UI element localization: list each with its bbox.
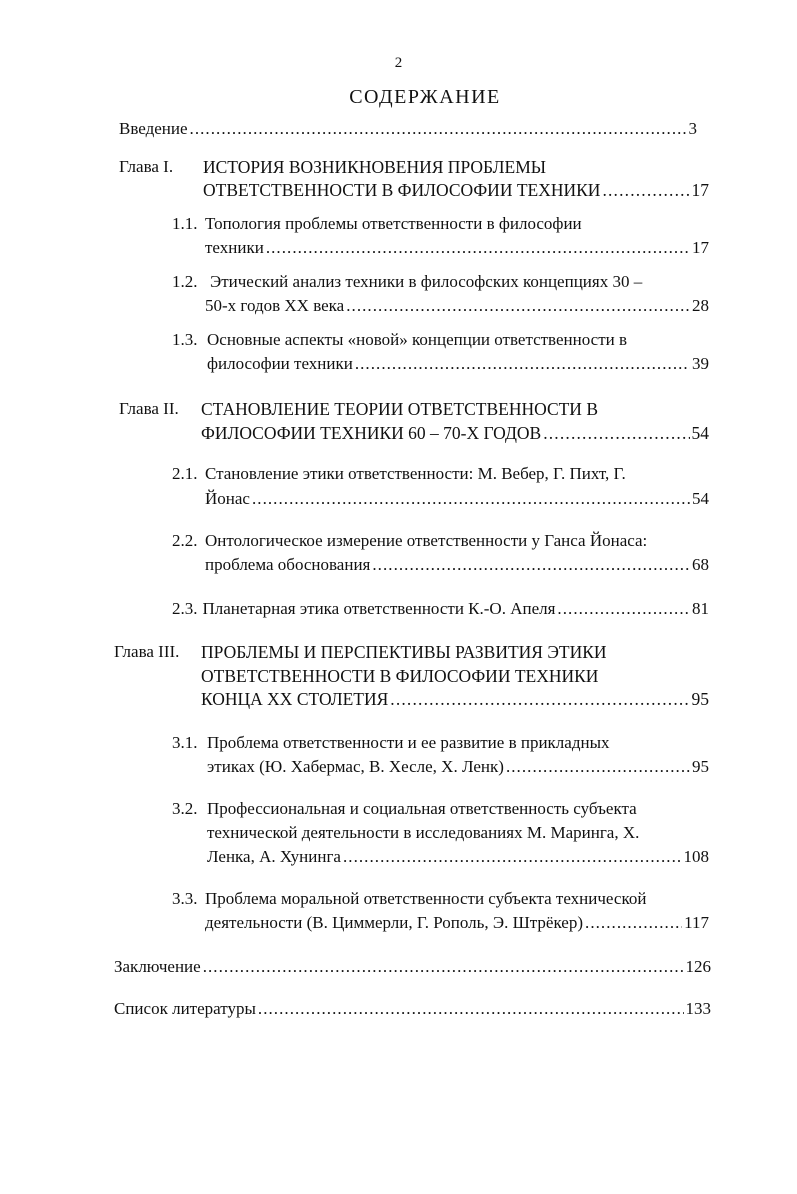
toc-page-number: 68 (692, 555, 709, 574)
toc-section-3-2-last[interactable] (207, 845, 709, 869)
toc-section-3-2[interactable] (172, 797, 709, 821)
section-title-line: Проблема ответственности и ее развитие в прикладных (207, 733, 610, 752)
dot-leader (585, 911, 682, 935)
toc-chapter-1[interactable] (119, 155, 709, 179)
toc-section-3-3-last[interactable] (205, 911, 709, 935)
toc-page-number: 95 (692, 757, 709, 776)
toc-page-number: 133 (685, 999, 711, 1018)
section-number: 3.1. (172, 733, 198, 752)
dot-leader (390, 687, 689, 711)
toc-chapter-3-line-2[interactable] (201, 664, 709, 688)
page-title: СОДЕРЖАНИЕ (349, 86, 501, 108)
toc-section-1-2-last[interactable] (205, 294, 709, 318)
toc-chapter-2[interactable] (119, 397, 709, 421)
dot-leader (190, 117, 687, 141)
dot-leader (372, 553, 690, 577)
toc-section-2-3[interactable] (172, 597, 709, 621)
section-title-line: Профессиональная и социальная ответственность субъекта (207, 799, 637, 818)
toc-page-number: 117 (684, 913, 709, 932)
toc-page-number: 17 (691, 180, 709, 200)
toc-entry-text: Заключение (114, 957, 201, 976)
chapter-label: Глава III. (114, 642, 180, 661)
chapter-title-line: ИСТОРИЯ ВОЗНИКНОВЕНИЯ ПРОБЛЕМЫ (203, 157, 547, 177)
toc-page-number: 54 (692, 489, 709, 508)
toc-section-1-3-last[interactable] (207, 352, 709, 376)
toc-section-2-2-last[interactable] (205, 553, 709, 577)
section-title-line: Ленка, А. Хунинга (207, 847, 341, 866)
toc-page-number: 39 (692, 354, 709, 373)
dot-leader (506, 755, 690, 779)
dot-leader (355, 352, 690, 376)
toc-page-number: 81 (692, 599, 709, 618)
toc-page-number: 108 (683, 847, 709, 866)
toc-page-number: 126 (685, 957, 711, 976)
toc-entry-intro[interactable] (119, 117, 697, 141)
toc-chapter-3[interactable] (114, 640, 709, 664)
toc-section-2-1[interactable] (172, 462, 709, 486)
section-number: 3.3. (172, 889, 198, 908)
dot-leader (203, 955, 684, 979)
section-title-line: техники (205, 238, 264, 257)
section-title-line: Онтологическое измерение ответственности у Ганса Йонаса: (205, 531, 648, 550)
chapter-label: Глава II. (119, 399, 179, 418)
toc-section-1-1[interactable] (172, 212, 709, 236)
toc-chapter-3-last[interactable] (201, 687, 709, 711)
toc-entry-text: Введение (119, 119, 188, 138)
toc-section-1-1-last[interactable] (205, 236, 709, 260)
section-title-line: деятельности (В. Циммерли, Г. Рополь, Э. Штрёкер) (205, 913, 584, 932)
toc-entry-conclusion[interactable] (114, 955, 711, 979)
page-number: 2 (394, 55, 403, 71)
section-number: 1.2. (172, 272, 198, 291)
section-title-line: Йонас (205, 489, 250, 508)
section-title-line: философии техники (207, 354, 353, 373)
section-title-line: Проблема моральной ответственности субъекта технической (205, 889, 647, 908)
section-number: 2.1. (172, 464, 198, 483)
dot-leader (543, 421, 689, 445)
section-title-line: проблема обоснования (205, 555, 371, 574)
section-title-line: 50-х годов XX века (205, 296, 345, 315)
section-title-line: Основные аспекты «новой» концепции ответственности в (207, 330, 627, 349)
toc-entry-bibliography[interactable] (114, 997, 711, 1021)
chapter-title-line: ОТВЕТСТВЕННОСТИ В ФИЛОСОФИИ ТЕХНИКИ (201, 666, 599, 686)
dot-leader (346, 294, 690, 318)
section-title-line: Становление этики ответственности: М. Вебер, Г. Пихт, Г. (205, 464, 626, 483)
section-number: 1.3. (172, 330, 198, 349)
section-title-line: Этический анализ техники в философских концепциях 30 – (210, 272, 643, 291)
chapter-title-line: ФИЛОСОФИИ ТЕХНИКИ 60 – 70-Х ГОДОВ (201, 423, 542, 443)
section-number: 2.2. (172, 531, 198, 550)
toc-section-3-3[interactable] (172, 887, 709, 911)
dot-leader (343, 845, 682, 869)
section-number: 2.3. (172, 599, 198, 618)
dot-leader (602, 178, 689, 202)
toc-section-2-2[interactable] (172, 529, 709, 553)
toc-chapter-2-last[interactable] (201, 421, 709, 445)
toc-page-number: 95 (691, 689, 709, 709)
section-title-line: этиках (Ю. Хабермас, В. Хесле, Х. Ленк) (207, 757, 504, 776)
dot-leader (258, 997, 684, 1021)
toc-section-1-2[interactable] (172, 270, 709, 294)
chapter-title-line: КОНЦА XX СТОЛЕТИЯ (201, 689, 389, 709)
toc-page-number: 54 (691, 423, 709, 443)
section-title-line: Планетарная этика ответственности К.-О. Апеля (202, 599, 556, 618)
chapter-title-line: СТАНОВЛЕНИЕ ТЕОРИИ ОТВЕТСТВЕННОСТИ В (201, 399, 598, 419)
dot-leader (557, 597, 690, 621)
toc-page-number: 28 (692, 296, 709, 315)
toc-page-number: 3 (688, 119, 697, 138)
toc-entry-text: Список литературы (114, 999, 256, 1018)
section-number: 1.1. (172, 214, 198, 233)
section-title-line: Топология проблемы ответственности в философии (205, 214, 582, 233)
chapter-label: Глава I. (119, 157, 174, 176)
toc-chapter-1-last[interactable] (203, 178, 709, 202)
dot-leader (266, 236, 690, 260)
section-title-line: технической деятельности в исследованиях М. Маринга, Х. (207, 823, 640, 842)
dot-leader (252, 487, 690, 511)
toc-section-2-1-last[interactable] (205, 487, 709, 511)
section-number: 3.2. (172, 799, 198, 818)
chapter-title-line: ПРОБЛЕМЫ И ПЕРСПЕКТИВЫ РАЗВИТИЯ ЭТИКИ (201, 642, 607, 662)
toc-section-3-1[interactable] (172, 731, 709, 755)
toc-page-number: 17 (692, 238, 709, 257)
toc-section-3-1-last[interactable] (207, 755, 709, 779)
toc-section-3-2-line-2[interactable] (207, 821, 709, 845)
chapter-title-line: ОТВЕТСТВЕННОСТИ В ФИЛОСОФИИ ТЕХНИКИ (203, 180, 601, 200)
toc-section-1-3[interactable] (172, 328, 709, 352)
